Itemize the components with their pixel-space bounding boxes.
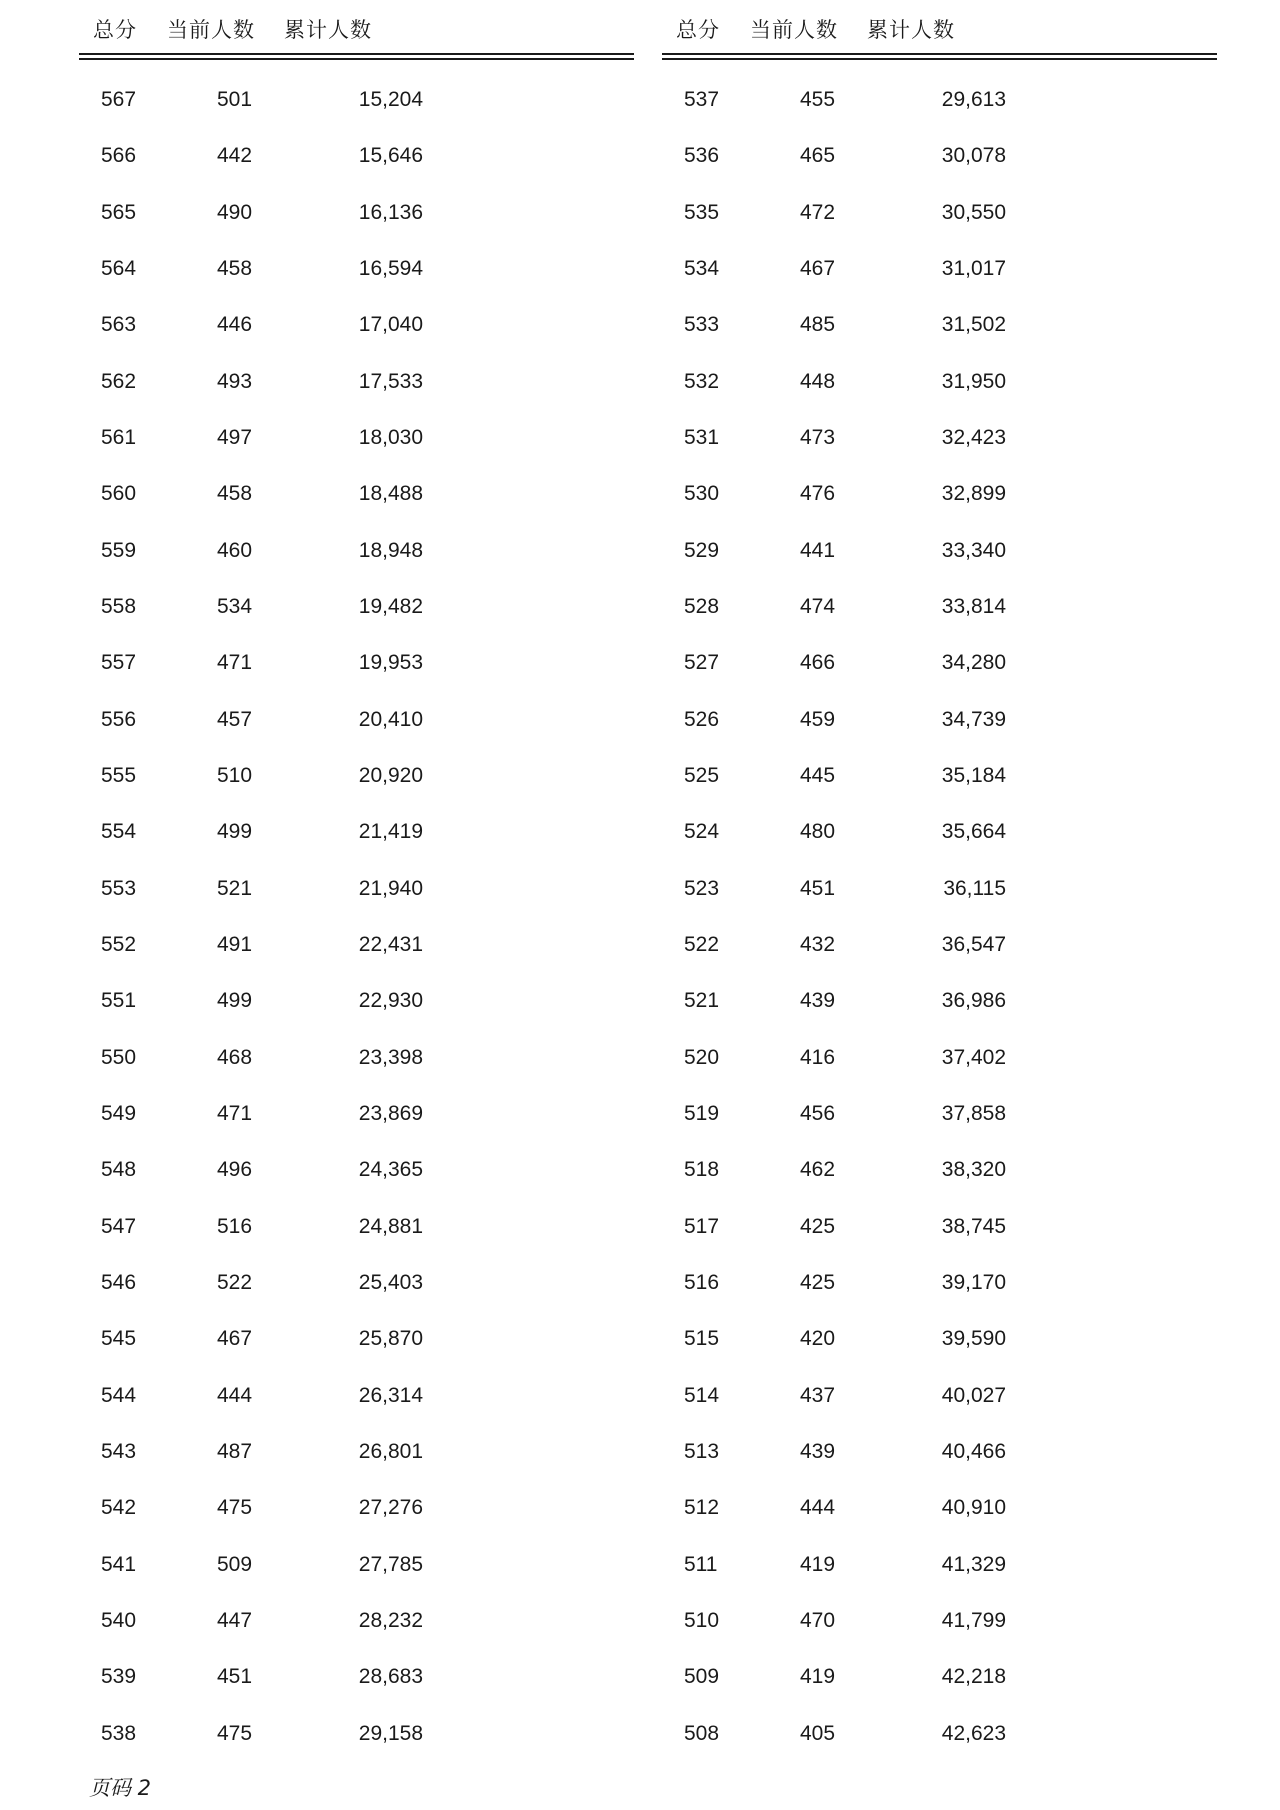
current-count-cell: 493 bbox=[217, 369, 253, 393]
score-cell: 557 bbox=[101, 651, 137, 675]
cumulative-count-cell: 29,613 bbox=[941, 88, 1006, 111]
score-cell: 529 bbox=[684, 538, 720, 562]
current-count-cell: 499 bbox=[217, 820, 253, 844]
score-cell: 535 bbox=[684, 200, 720, 224]
score-cell: 509 bbox=[684, 1665, 720, 1689]
table-row bbox=[662, 921, 1217, 977]
table-row bbox=[79, 583, 634, 639]
header-total-score: 总分 bbox=[93, 18, 137, 42]
current-count-cell: 420 bbox=[800, 1327, 836, 1351]
current-count-cell: 470 bbox=[800, 1608, 836, 1632]
current-count-cell: 425 bbox=[800, 1214, 836, 1238]
table-row bbox=[662, 527, 1217, 583]
current-count-cell: 471 bbox=[217, 1101, 253, 1125]
table-body bbox=[662, 76, 1217, 1766]
table-row bbox=[662, 696, 1217, 752]
table-row bbox=[662, 1259, 1217, 1315]
score-cell: 530 bbox=[684, 482, 720, 506]
table-row bbox=[79, 1372, 634, 1428]
table-row bbox=[79, 301, 634, 357]
score-cell: 554 bbox=[101, 820, 137, 844]
current-count-cell: 448 bbox=[800, 369, 836, 393]
current-count-cell: 459 bbox=[800, 707, 836, 731]
cumulative-count-cell: 30,550 bbox=[941, 200, 1006, 224]
cumulative-count-cell: 37,402 bbox=[941, 1045, 1006, 1069]
current-count-cell: 462 bbox=[800, 1158, 836, 1182]
header-cumulative-count: 累计人数 bbox=[284, 18, 372, 42]
cumulative-count-cell: 28,232 bbox=[358, 1608, 423, 1632]
current-count-cell: 439 bbox=[800, 989, 836, 1013]
cumulative-count-cell: 27,276 bbox=[358, 1496, 423, 1520]
current-count-cell: 499 bbox=[217, 989, 253, 1013]
current-count-cell: 471 bbox=[217, 651, 253, 675]
table-row bbox=[662, 1146, 1217, 1202]
cumulative-count-cell: 32,423 bbox=[941, 425, 1006, 449]
score-cell: 522 bbox=[684, 932, 720, 956]
current-count-cell: 521 bbox=[217, 876, 253, 900]
current-count-cell: 497 bbox=[217, 425, 253, 449]
table-row bbox=[662, 977, 1217, 1033]
current-count-cell: 475 bbox=[217, 1496, 253, 1520]
current-count-cell: 465 bbox=[800, 144, 836, 168]
current-count-cell: 445 bbox=[800, 763, 836, 787]
page-number: 页码 2 bbox=[89, 1776, 152, 1800]
table-row bbox=[79, 808, 634, 864]
table-row bbox=[662, 1090, 1217, 1146]
score-cell: 544 bbox=[101, 1383, 137, 1407]
table-row bbox=[662, 76, 1217, 132]
cumulative-count-cell: 19,953 bbox=[358, 651, 423, 675]
current-count-cell: 473 bbox=[800, 425, 836, 449]
cumulative-count-cell: 31,950 bbox=[941, 369, 1006, 393]
cumulative-count-cell: 34,739 bbox=[941, 707, 1006, 731]
score-cell: 525 bbox=[684, 763, 720, 787]
cumulative-count-cell: 16,136 bbox=[358, 200, 423, 224]
cumulative-count-cell: 37,858 bbox=[941, 1101, 1006, 1125]
cumulative-count-cell: 25,403 bbox=[358, 1270, 423, 1294]
table-row bbox=[662, 1315, 1217, 1371]
score-cell: 517 bbox=[684, 1214, 720, 1238]
table-header bbox=[662, 0, 1217, 52]
cumulative-count-cell: 40,466 bbox=[941, 1439, 1006, 1463]
table-row bbox=[662, 752, 1217, 808]
header-current-count: 当前人数 bbox=[167, 18, 255, 42]
table-row bbox=[662, 1597, 1217, 1653]
current-count-cell: 441 bbox=[800, 538, 836, 562]
table-row bbox=[662, 583, 1217, 639]
header-cumulative-count: 累计人数 bbox=[867, 18, 955, 42]
score-cell: 532 bbox=[684, 369, 720, 393]
current-count-cell: 451 bbox=[217, 1665, 253, 1689]
cumulative-count-cell: 15,646 bbox=[358, 144, 423, 168]
current-count-cell: 496 bbox=[217, 1158, 253, 1182]
score-cell: 538 bbox=[101, 1721, 137, 1745]
score-cell: 556 bbox=[101, 707, 137, 731]
score-cell: 553 bbox=[101, 876, 137, 900]
score-table-left bbox=[79, 0, 634, 1745]
score-cell: 521 bbox=[684, 989, 720, 1013]
current-count-cell: 439 bbox=[800, 1439, 836, 1463]
cumulative-count-cell: 20,920 bbox=[358, 763, 423, 787]
score-cell: 524 bbox=[684, 820, 720, 844]
score-cell: 547 bbox=[101, 1214, 137, 1238]
current-count-cell: 490 bbox=[217, 200, 253, 224]
table-row bbox=[79, 752, 634, 808]
table-row bbox=[662, 1541, 1217, 1597]
table-row bbox=[662, 132, 1217, 188]
table-row bbox=[662, 1034, 1217, 1090]
score-cell: 533 bbox=[684, 313, 720, 337]
cumulative-count-cell: 42,218 bbox=[941, 1665, 1006, 1689]
table-row bbox=[79, 1315, 634, 1371]
table-row bbox=[79, 470, 634, 526]
current-count-cell: 419 bbox=[800, 1552, 836, 1576]
cumulative-count-cell: 17,040 bbox=[358, 313, 423, 337]
table-row bbox=[79, 527, 634, 583]
cumulative-count-cell: 39,590 bbox=[941, 1327, 1006, 1351]
header-rule-top bbox=[79, 53, 634, 55]
cumulative-count-cell: 18,948 bbox=[358, 538, 423, 562]
table-row bbox=[662, 470, 1217, 526]
cumulative-count-cell: 22,431 bbox=[358, 932, 423, 956]
table-row bbox=[79, 1146, 634, 1202]
current-count-cell: 522 bbox=[217, 1270, 253, 1294]
table-row bbox=[79, 1034, 634, 1090]
header-total-score: 总分 bbox=[676, 18, 720, 42]
cumulative-count-cell: 26,314 bbox=[358, 1383, 423, 1407]
table-row bbox=[79, 1710, 634, 1766]
score-cell: 565 bbox=[101, 200, 137, 224]
header-rule-bottom bbox=[662, 58, 1217, 60]
score-cell: 542 bbox=[101, 1496, 137, 1520]
current-count-cell: 474 bbox=[800, 594, 836, 618]
table-header bbox=[79, 0, 634, 52]
cumulative-count-cell: 35,664 bbox=[941, 820, 1006, 844]
current-count-cell: 451 bbox=[800, 876, 836, 900]
current-count-cell: 485 bbox=[800, 313, 836, 337]
score-cell: 531 bbox=[684, 425, 720, 449]
table-row bbox=[79, 1259, 634, 1315]
table-row bbox=[79, 414, 634, 470]
score-cell: 539 bbox=[101, 1665, 137, 1689]
cumulative-count-cell: 32,899 bbox=[941, 482, 1006, 506]
current-count-cell: 491 bbox=[217, 932, 253, 956]
score-cell: 513 bbox=[684, 1439, 720, 1463]
current-count-cell: 467 bbox=[800, 256, 836, 280]
cumulative-count-cell: 33,340 bbox=[941, 538, 1006, 562]
current-count-cell: 476 bbox=[800, 482, 836, 506]
score-cell: 550 bbox=[101, 1045, 137, 1069]
cumulative-count-cell: 31,502 bbox=[941, 313, 1006, 337]
cumulative-count-cell: 29,158 bbox=[358, 1721, 423, 1745]
score-cell: 549 bbox=[101, 1101, 137, 1125]
cumulative-count-cell: 40,910 bbox=[941, 1496, 1006, 1520]
cumulative-count-cell: 35,184 bbox=[941, 763, 1006, 787]
cumulative-count-cell: 21,940 bbox=[358, 876, 423, 900]
current-count-cell: 480 bbox=[800, 820, 836, 844]
table-row bbox=[79, 1653, 634, 1709]
cumulative-count-cell: 40,027 bbox=[941, 1383, 1006, 1407]
table-row bbox=[79, 1090, 634, 1146]
cumulative-count-cell: 18,030 bbox=[358, 425, 423, 449]
current-count-cell: 487 bbox=[217, 1439, 253, 1463]
current-count-cell: 455 bbox=[800, 88, 836, 111]
current-count-cell: 437 bbox=[800, 1383, 836, 1407]
score-cell: 567 bbox=[101, 88, 137, 111]
cumulative-count-cell: 41,799 bbox=[941, 1608, 1006, 1632]
header-rule-top bbox=[662, 53, 1217, 55]
table-row bbox=[662, 245, 1217, 301]
table-row bbox=[662, 301, 1217, 357]
table-row bbox=[662, 1203, 1217, 1259]
table-row bbox=[662, 808, 1217, 864]
cumulative-count-cell: 36,115 bbox=[943, 876, 1006, 900]
score-cell: 519 bbox=[684, 1101, 720, 1125]
table-row bbox=[662, 865, 1217, 921]
header-current-count: 当前人数 bbox=[750, 18, 838, 42]
table-row bbox=[79, 76, 634, 132]
cumulative-count-cell: 26,801 bbox=[358, 1439, 423, 1463]
current-count-cell: 419 bbox=[800, 1665, 836, 1689]
cumulative-count-cell: 22,930 bbox=[358, 989, 423, 1013]
table-body bbox=[79, 76, 634, 1766]
score-cell: 548 bbox=[101, 1158, 137, 1182]
table-row bbox=[79, 1428, 634, 1484]
cumulative-count-cell: 38,745 bbox=[941, 1214, 1006, 1238]
current-count-cell: 468 bbox=[217, 1045, 253, 1069]
score-cell: 552 bbox=[101, 932, 137, 956]
score-cell: 546 bbox=[101, 1270, 137, 1294]
current-count-cell: 472 bbox=[800, 200, 836, 224]
table-row bbox=[79, 358, 634, 414]
current-count-cell: 425 bbox=[800, 1270, 836, 1294]
cumulative-count-cell: 21,419 bbox=[358, 820, 423, 844]
score-cell: 558 bbox=[101, 594, 137, 618]
table-row bbox=[662, 414, 1217, 470]
table-row bbox=[79, 696, 634, 752]
cumulative-count-cell: 30,078 bbox=[941, 144, 1006, 168]
current-count-cell: 405 bbox=[800, 1721, 836, 1745]
current-count-cell: 458 bbox=[217, 256, 253, 280]
cumulative-count-cell: 24,881 bbox=[358, 1214, 423, 1238]
table-row bbox=[79, 245, 634, 301]
table-row bbox=[662, 639, 1217, 695]
header-rule-bottom bbox=[79, 58, 634, 60]
table-row bbox=[662, 189, 1217, 245]
cumulative-count-cell: 25,870 bbox=[358, 1327, 423, 1351]
score-cell: 543 bbox=[101, 1439, 137, 1463]
cumulative-count-cell: 42,623 bbox=[941, 1721, 1006, 1745]
cumulative-count-cell: 23,869 bbox=[358, 1101, 423, 1125]
current-count-cell: 510 bbox=[217, 763, 253, 787]
score-cell: 536 bbox=[684, 144, 720, 168]
cumulative-count-cell: 15,204 bbox=[358, 88, 423, 111]
table-row bbox=[79, 639, 634, 695]
score-cell: 560 bbox=[101, 482, 137, 506]
score-cell: 515 bbox=[684, 1327, 720, 1351]
score-cell: 526 bbox=[684, 707, 720, 731]
table-row bbox=[79, 865, 634, 921]
score-cell: 551 bbox=[101, 989, 137, 1013]
table-row bbox=[79, 1597, 634, 1653]
current-count-cell: 460 bbox=[217, 538, 253, 562]
cumulative-count-cell: 19,482 bbox=[358, 594, 423, 618]
current-count-cell: 446 bbox=[217, 313, 253, 337]
score-cell: 559 bbox=[101, 538, 137, 562]
score-cell: 514 bbox=[684, 1383, 720, 1407]
current-count-cell: 457 bbox=[217, 707, 253, 731]
score-cell: 512 bbox=[684, 1496, 720, 1520]
current-count-cell: 416 bbox=[800, 1045, 836, 1069]
cumulative-count-cell: 28,683 bbox=[358, 1665, 423, 1689]
score-cell: 545 bbox=[101, 1327, 137, 1351]
score-cell: 511 bbox=[684, 1552, 718, 1576]
current-count-cell: 516 bbox=[217, 1214, 253, 1238]
table-row bbox=[662, 1428, 1217, 1484]
table-row bbox=[79, 1484, 634, 1540]
table-row bbox=[79, 132, 634, 188]
cumulative-count-cell: 33,814 bbox=[941, 594, 1006, 618]
score-cell: 534 bbox=[684, 256, 720, 280]
table-row bbox=[662, 1653, 1217, 1709]
table-row bbox=[662, 358, 1217, 414]
current-count-cell: 501 bbox=[217, 88, 253, 111]
cumulative-count-cell: 16,594 bbox=[358, 256, 423, 280]
score-cell: 537 bbox=[684, 88, 720, 111]
cumulative-count-cell: 39,170 bbox=[941, 1270, 1006, 1294]
score-table-right bbox=[662, 0, 1217, 1745]
score-cell: 516 bbox=[684, 1270, 720, 1294]
table-row bbox=[662, 1484, 1217, 1540]
cumulative-count-cell: 27,785 bbox=[358, 1552, 423, 1576]
current-count-cell: 444 bbox=[217, 1383, 253, 1407]
score-cell: 523 bbox=[684, 876, 720, 900]
table-row bbox=[662, 1710, 1217, 1766]
table-row bbox=[79, 977, 634, 1033]
current-count-cell: 444 bbox=[800, 1496, 836, 1520]
score-cell: 510 bbox=[684, 1608, 720, 1632]
current-count-cell: 442 bbox=[217, 144, 253, 168]
score-cell: 508 bbox=[684, 1721, 720, 1745]
score-cell: 555 bbox=[101, 763, 137, 787]
cumulative-count-cell: 41,329 bbox=[941, 1552, 1006, 1576]
cumulative-count-cell: 36,547 bbox=[941, 932, 1006, 956]
score-cell: 561 bbox=[101, 425, 137, 449]
score-cell: 518 bbox=[684, 1158, 720, 1182]
current-count-cell: 447 bbox=[217, 1608, 253, 1632]
score-cell: 520 bbox=[684, 1045, 720, 1069]
table-row bbox=[662, 1372, 1217, 1428]
current-count-cell: 475 bbox=[217, 1721, 253, 1745]
cumulative-count-cell: 24,365 bbox=[358, 1158, 423, 1182]
table-row bbox=[79, 921, 634, 977]
table-row bbox=[79, 1203, 634, 1259]
score-cell: 527 bbox=[684, 651, 720, 675]
table-row bbox=[79, 189, 634, 245]
score-cell: 540 bbox=[101, 1608, 137, 1632]
score-cell: 528 bbox=[684, 594, 720, 618]
current-count-cell: 509 bbox=[217, 1552, 253, 1576]
current-count-cell: 458 bbox=[217, 482, 253, 506]
score-cell: 563 bbox=[101, 313, 137, 337]
current-count-cell: 432 bbox=[800, 932, 836, 956]
table-row bbox=[79, 1541, 634, 1597]
current-count-cell: 466 bbox=[800, 651, 836, 675]
cumulative-count-cell: 31,017 bbox=[941, 256, 1006, 280]
cumulative-count-cell: 20,410 bbox=[358, 707, 423, 731]
cumulative-count-cell: 23,398 bbox=[358, 1045, 423, 1069]
current-count-cell: 467 bbox=[217, 1327, 253, 1351]
current-count-cell: 456 bbox=[800, 1101, 836, 1125]
cumulative-count-cell: 38,320 bbox=[941, 1158, 1006, 1182]
score-cell: 566 bbox=[101, 144, 137, 168]
cumulative-count-cell: 17,533 bbox=[358, 369, 423, 393]
cumulative-count-cell: 34,280 bbox=[941, 651, 1006, 675]
cumulative-count-cell: 36,986 bbox=[941, 989, 1006, 1013]
score-cell: 541 bbox=[101, 1552, 137, 1576]
score-cell: 562 bbox=[101, 369, 137, 393]
current-count-cell: 534 bbox=[217, 594, 253, 618]
score-cell: 564 bbox=[101, 256, 137, 280]
cumulative-count-cell: 18,488 bbox=[358, 482, 423, 506]
